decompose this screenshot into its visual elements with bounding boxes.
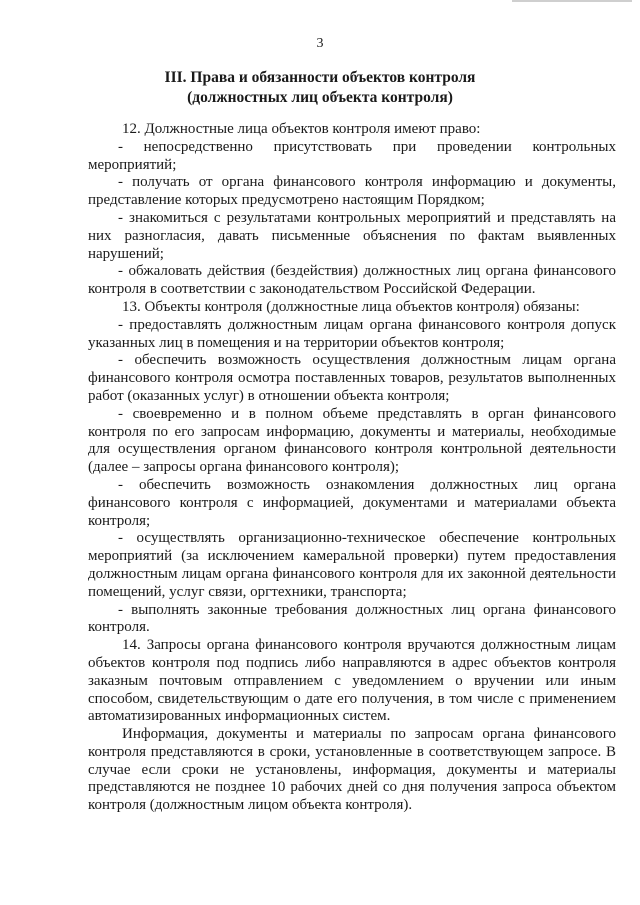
section-heading: III. Права и обязанности объектов контроля (должностных лиц объекта контроля) bbox=[164, 69, 476, 106]
paragraph-12-item-4: - обжаловать действия (бездействия) должностных лиц органа финансового контроля в соответствии с законодательством Российской Федерации. bbox=[88, 263, 616, 298]
paragraph-13-intro: 13. Объекты контроля (должностные лица объектов контроля) обязаны: bbox=[122, 298, 580, 315]
paragraph-12-item-2: - получать от органа финансового контроля информацию и документы, представление которых предусмотрено настоящим Порядком; bbox=[88, 174, 616, 209]
paragraph-13-item-1: - предоставлять должностным лицам органа финансового контроля допуск указанных лиц в помещения и на территории объектов контроля; bbox=[88, 316, 616, 351]
paragraph-13-item-6: - выполнять законные требования должностных лиц органа финансового контроля. bbox=[88, 601, 616, 636]
paragraph-14: 14. Запросы органа финансового контроля вручаются должностным лицам объектов контроля под подпись либо направляются в адрес объектов контроля заказным почтовым отправлением с уведомлением о вручении или иным способом, свидетельствующим о дате его получения, в том числе с применением автоматизированных информационных систем. bbox=[88, 637, 616, 725]
paragraph-12-item-3: - знакомиться с результатами контрольных мероприятий и представлять на них разногласия, давать письменные объяснения по фактам выявленных нарушений; bbox=[88, 209, 616, 262]
paragraph-12-intro: 12. Должностные лица объектов контроля имеют право: bbox=[122, 121, 481, 137]
paragraph-13-item-2: - обеспечить возможность осуществления должностным лицам органа финансового контроля осмотра поставленных товаров, результатов выполненных работ (оказанных услуг) в отношении объекта контроля; bbox=[88, 352, 616, 404]
paragraph-13-item-5: - осуществлять организационно-техническое обеспечение контрольных мероприятий (за исключением камеральной проверки) путем предоставления должностным лицам органа финансового контроля для их законной деятельности помещений, услуг связи, оргтехники, транспорта; bbox=[88, 530, 616, 600]
paragraph-13-item-4: - обеспечить возможность ознакомления должностных лиц органа финансового контроля с информацией, документами и материалами объекта контроля; bbox=[88, 476, 616, 529]
paragraph-12-item-1: - непосредственно присутствовать при проведении контрольных мероприятий; bbox=[88, 138, 616, 173]
body-text bbox=[88, 121, 616, 815]
scan-edge-mark bbox=[512, 0, 632, 2]
paragraph-14-deadlines: Информация, документы и материалы по запросам органа финансового контроля представляются в сроки, установленные в соответствующем запросе. В случае если сроки не установлены, информация, документы и материалы представляются не позднее 10 рабочих дней со дня получения запроса объектом контроля (должностным лицом объекта контроля). bbox=[88, 726, 616, 814]
paragraph-13-item-3: - своевременно и в полном объеме представлять в орган финансового контроля по его запросам информацию, документы и материалы, необходимые для осуществления органом финансового контроля контрольной деятельности (далее – запросы органа финансового контроля); bbox=[88, 405, 616, 476]
page-number: 3 bbox=[316, 36, 324, 51]
